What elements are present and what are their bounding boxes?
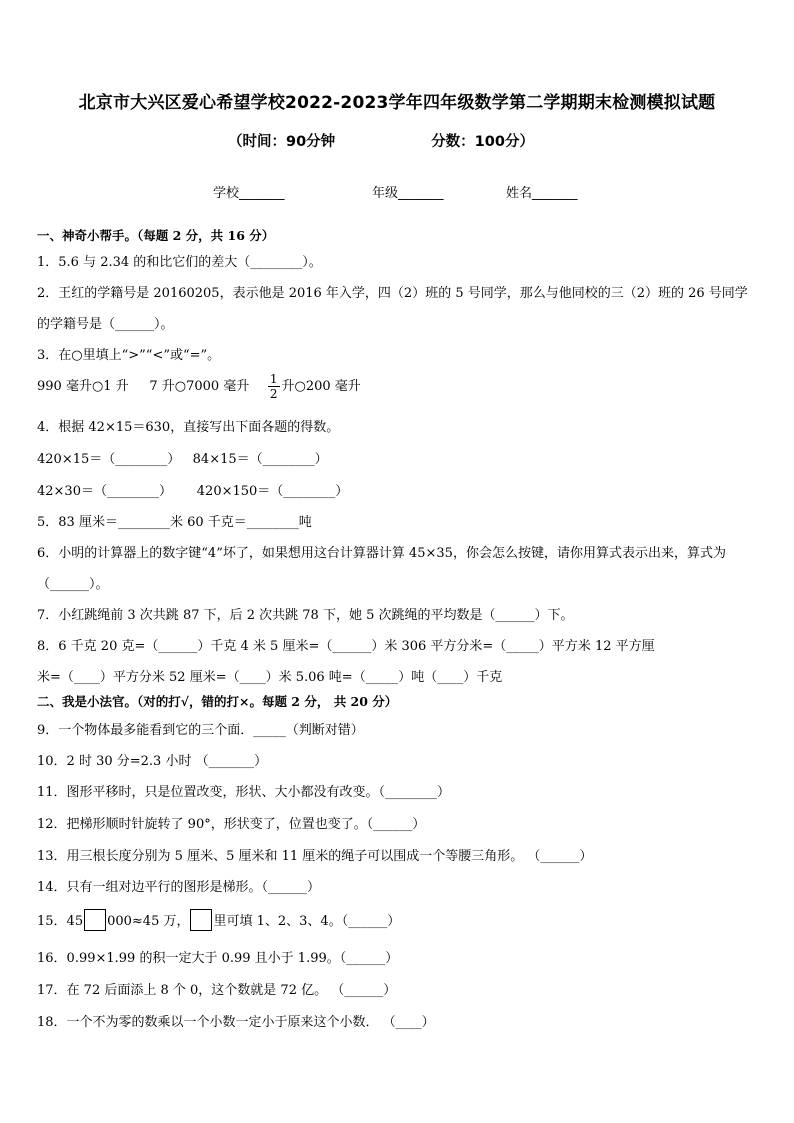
exam-meta	[228, 130, 534, 151]
question-4-row1	[37, 448, 328, 467]
section2-heading: 二、我是小法官。（对的打√，错的打×。每题 2 分， 共 20 分）	[37, 694, 398, 709]
q3-item-b: 7 升○7000 毫升	[149, 379, 250, 394]
question-14: 14．只有一组对边平行的图形是梯形。（______）	[37, 880, 321, 895]
question-1: 1．5.6 与 2.34 的和比它们的差大（________）。	[37, 255, 322, 270]
name-field: 姓名_______	[506, 186, 578, 201]
question-17: 17．在 72 后面添上 8 个 0，这个数就是 72 亿。 （______）	[37, 983, 397, 998]
q4-item-a: 420×15＝（________）	[37, 452, 181, 467]
blank-box	[190, 909, 212, 931]
question-7: 7．小红跳绳前 3 次共跳 87 下，后 2 次共跳 78 下，她 5 次跳绳的平均数是（______）下。	[37, 608, 574, 623]
fraction-one-half: $\frac{1}{2}$	[269, 372, 278, 401]
question-2a: 2．王红的学籍号是 20160205，表示他是 2016 年入学，四（2）班的 5 号同学，那么与他同校的三（2）班的 26 号同学	[37, 286, 748, 301]
question-2b: 的学籍号是（______）。	[37, 317, 174, 332]
question-16: 16．0.99×1.99 的积一定大于 0.99 且小于 1.99。（______）	[37, 951, 399, 966]
q4-item-d: 420×150＝（________）	[196, 484, 349, 499]
question-11: 11．图形平移时，只是位置改变，形状、大小都没有改变。（________）	[37, 785, 451, 800]
question-13: 13．用三根长度分别为 5 厘米、5 厘米和 11 厘米的绳子可以围成一个等腰三角形。 （______）	[37, 849, 593, 864]
question-8b: 米=（____）平方分米 52 厘米=（____）米 5.06 吨=（_____）吨（____）千克	[37, 670, 503, 685]
question-3: 3．在○里填上“>”“<”或“=”。	[37, 348, 221, 363]
question-4: 4．根据 42×15＝630，直接写出下面各题的得数。	[37, 420, 340, 435]
q3-item-a: 990 毫升○1 升	[37, 379, 129, 394]
question-8a: 8．6 千克 20 克=（______）千克 4 米 5 厘米=（______）米 306 平方分米=（_____）平方米 12 平方厘	[37, 639, 655, 654]
q4-item-c: 42×30＝（________）	[37, 484, 172, 499]
question-10: 10．2 时 30 分=2.3 小时 （_______）	[37, 754, 268, 769]
exam-time: （时间：90分钟	[228, 134, 336, 150]
question-9: 9．一个物体最多能看到它的三个面．_____（判断对错）	[37, 723, 364, 738]
blank-box	[84, 909, 106, 931]
question-4-row2	[37, 480, 348, 499]
exam-score: 分数：100分）	[431, 134, 534, 150]
question-6a: 6．小明的计算器上的数字键“4”坏了，如果想用这台计算器计算 45×35，你会怎么按键，请你用算式表示出来，算式为	[37, 546, 726, 561]
question-5: 5．83 厘米＝________米 60 千克＝________吨	[37, 515, 312, 530]
grade-field: 年级_______	[372, 186, 444, 201]
q4-item-b: 84×15＝（________）	[192, 452, 328, 467]
question-3-items	[37, 372, 361, 402]
q3-item-c: 升○200 毫升	[281, 379, 361, 394]
question-6b: （______）。	[37, 577, 109, 592]
question-18: 18．一个不为零的数乘以一个小数一定小于原来这个小数． （____）	[37, 1015, 435, 1030]
page-title: 北京市大兴区爱心希望学校2022-2023学年四年级数学第二学期期末检测模拟试题	[78, 93, 716, 113]
school-field: 学校_______	[213, 186, 285, 201]
question-15: 15．45 000≈45 万， 里可填 1、2、3、4。（______）	[37, 909, 400, 931]
question-12: 12．把梯形顺时针旋转了 90°，形状变了，位置也变了。（______）	[37, 817, 426, 832]
section1-heading: 一、神奇小帮手。（每题 2 分，共 16 分）	[37, 228, 275, 243]
